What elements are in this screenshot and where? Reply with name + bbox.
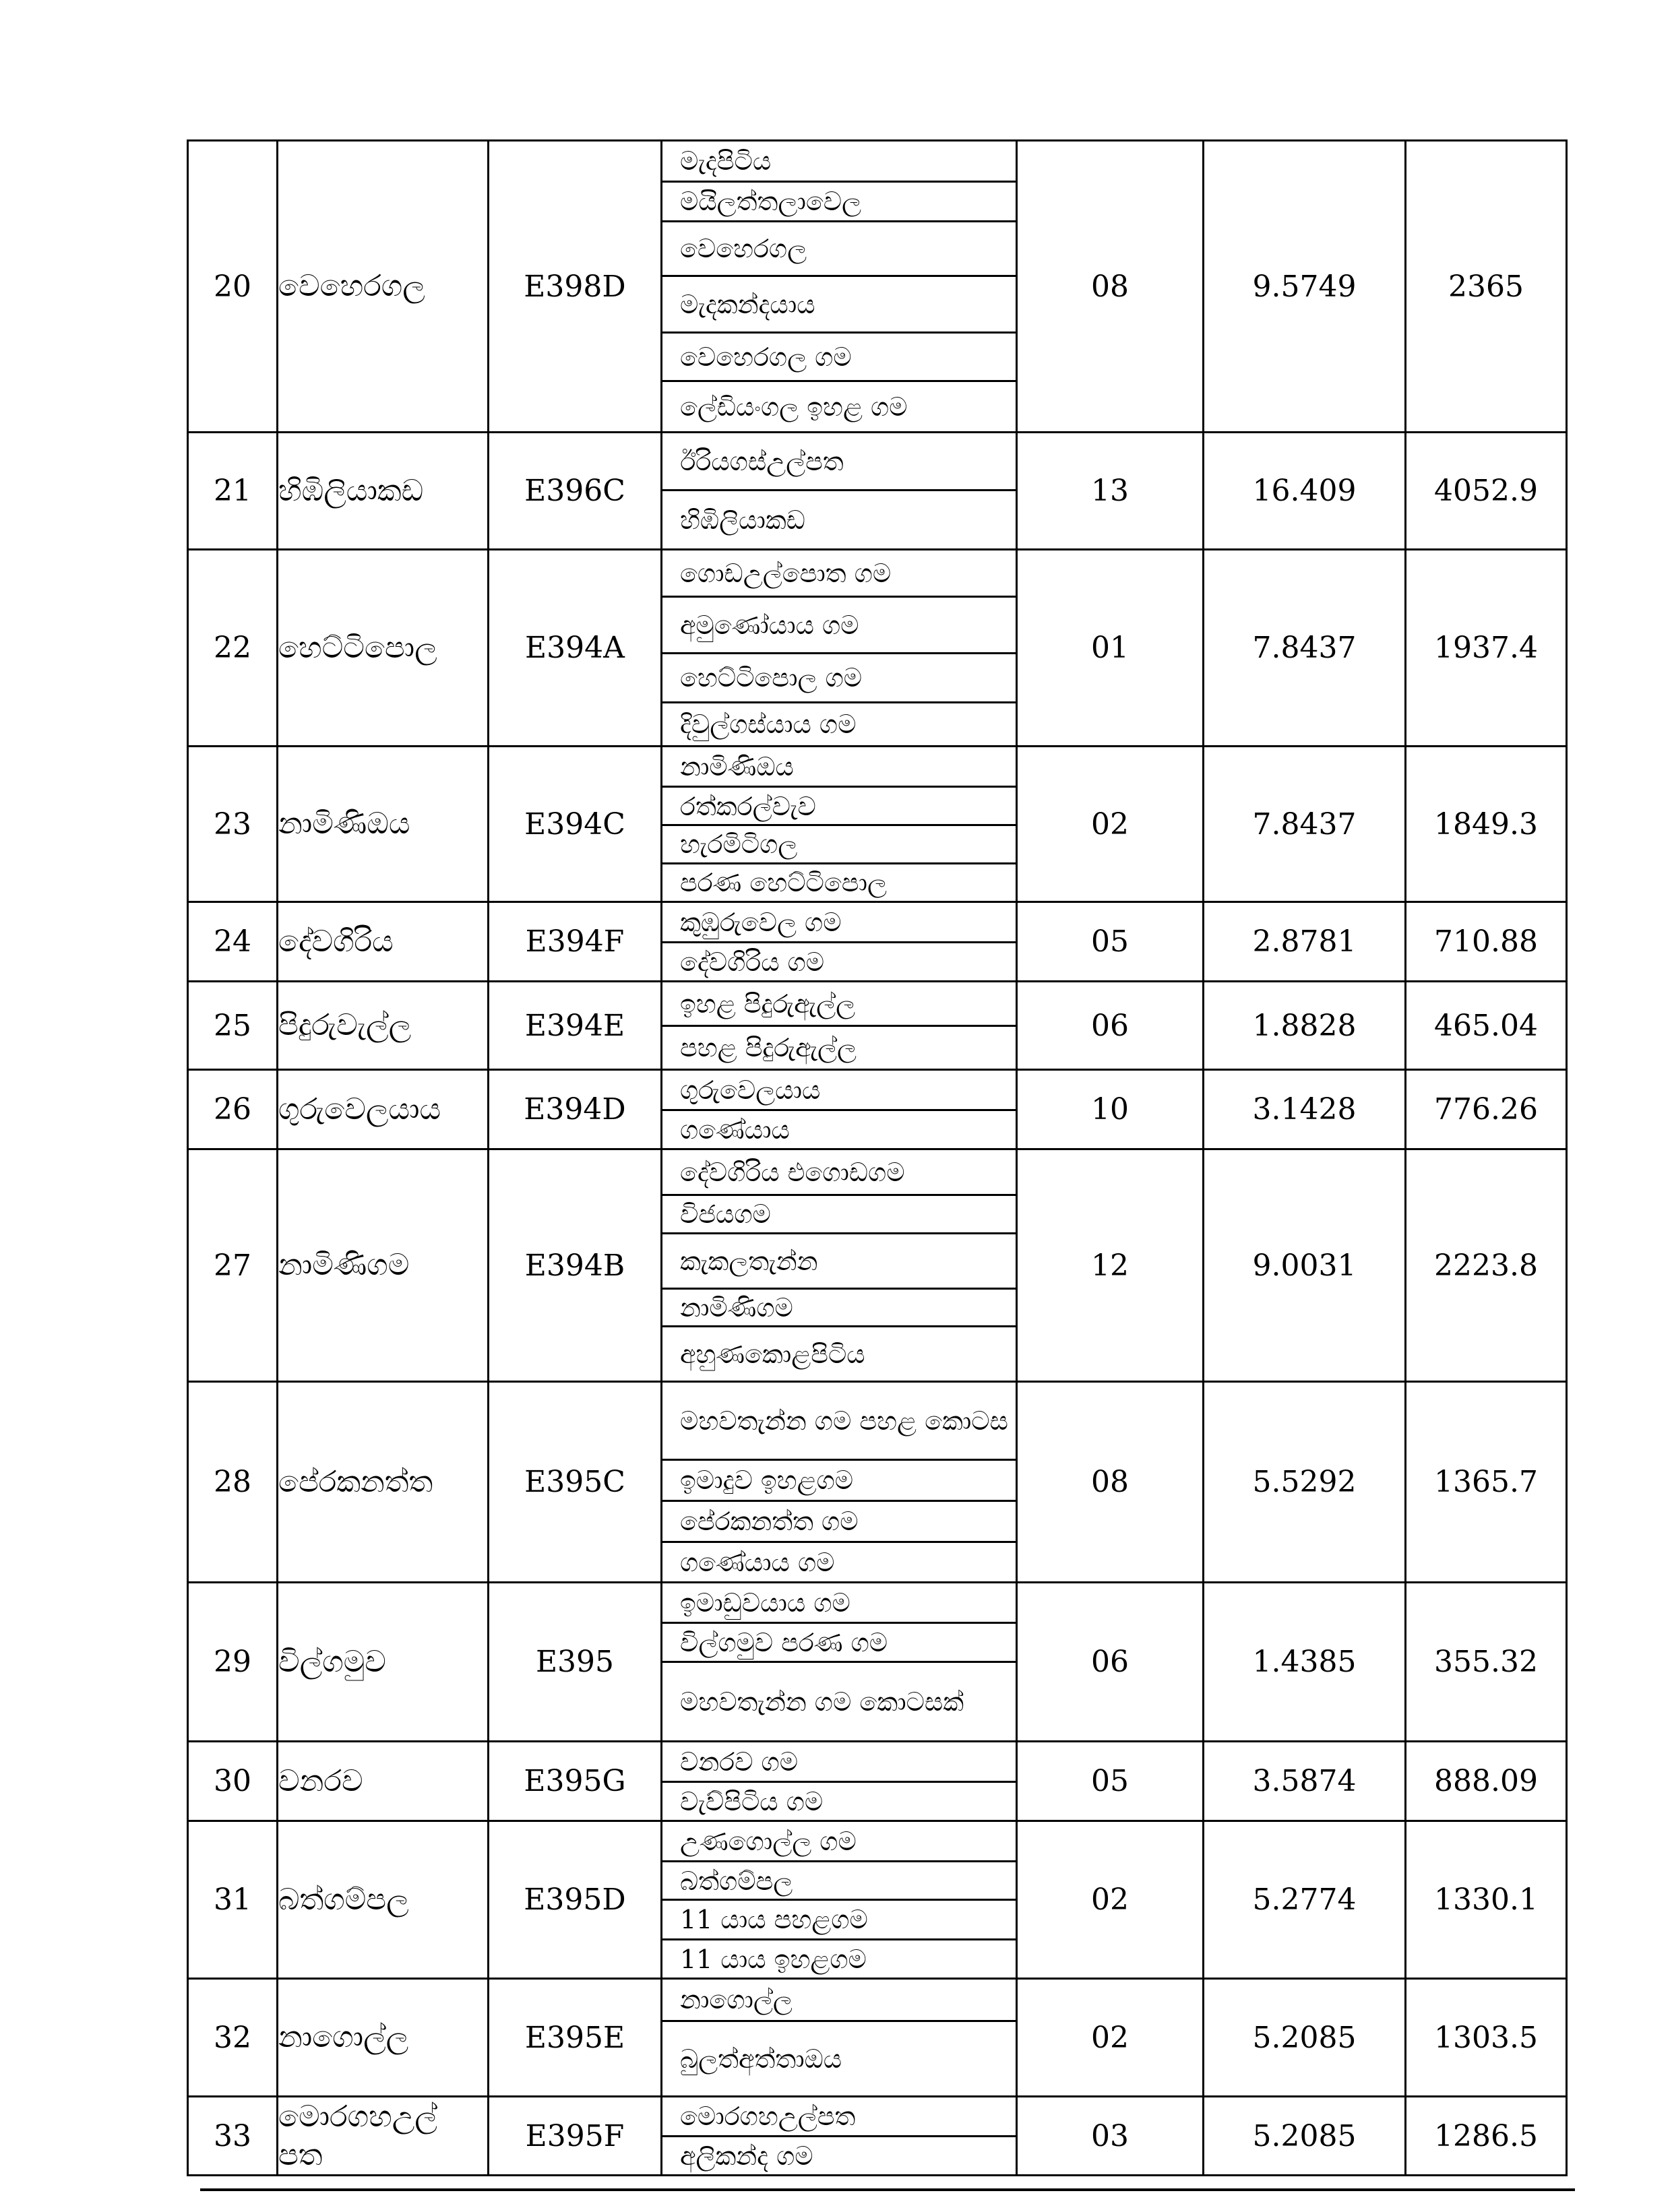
division-name: නාමිණිඔය [278, 747, 489, 902]
division-code: E394F [489, 902, 662, 982]
villages-cell [662, 902, 1017, 982]
row-number: 21 [188, 433, 278, 550]
area-value: 5.2774 [1204, 1821, 1406, 1979]
division-code: E394C [489, 747, 662, 902]
division-name: වනරව [278, 1742, 489, 1821]
village-item: මහවතැන්න ගම පහළ කොටස [680, 1405, 1008, 1436]
division-code: E394E [489, 982, 662, 1070]
population-value: 1330.1 [1406, 1821, 1567, 1979]
area-value: 3.1428 [1204, 1070, 1406, 1149]
table-row [188, 1149, 1567, 1382]
area-value: 2.8781 [1204, 902, 1406, 982]
row-number: 32 [188, 1979, 278, 2097]
area-value: 5.2085 [1204, 1979, 1406, 2097]
village-item: මැදකන්දයාය [662, 275, 1016, 331]
village-item: ඉමාදුව ඉහළගම [662, 1459, 1016, 1500]
village-item: අහුණකොළපිටිය [662, 1325, 1016, 1381]
division-number: 13 [1017, 433, 1204, 550]
village-item: දේවගිරිය එගොඩගම [680, 1157, 905, 1187]
row-number: 22 [188, 550, 278, 747]
division-name: මොරගහඋල් පත [278, 2097, 489, 2176]
row-number: 30 [188, 1742, 278, 1821]
population-value: 776.26 [1406, 1070, 1567, 1149]
table-row [188, 1742, 1567, 1821]
village-item: හැරමිටිගල [662, 824, 1016, 862]
division-number: 06 [1017, 982, 1204, 1070]
villages-cell [662, 1821, 1017, 1979]
division-name: ගුරුවෙලයාය [278, 1070, 489, 1149]
table-row [188, 433, 1567, 550]
row-number: 23 [188, 747, 278, 902]
village-item: නාමිණිගම [662, 1288, 1016, 1325]
village-item: කුඹුරුවෙල ගම [680, 907, 842, 937]
village-item: මහවතැන්න ගම කොටසක් [662, 1661, 1016, 1740]
row-number: 25 [188, 982, 278, 1070]
area-value: 5.2085 [1204, 2097, 1406, 2176]
division-code: E394B [489, 1149, 662, 1382]
population-value: 1303.5 [1406, 1979, 1567, 2097]
population-value: 355.32 [1406, 1583, 1567, 1742]
row-number: 31 [188, 1821, 278, 1979]
division-number: 12 [1017, 1149, 1204, 1382]
village-item: පහළ පිදුරුඇල්ල [662, 1025, 1016, 1069]
population-value: 2223.8 [1406, 1149, 1567, 1382]
village-item: වනරව ගම [680, 1746, 799, 1777]
division-code: E395E [489, 1979, 662, 2097]
village-item: උණගොල්ල ගම [680, 1826, 857, 1856]
area-value: 9.5749 [1204, 141, 1406, 433]
division-name: විල්ගමුව [278, 1583, 489, 1742]
division-name: පිදුරුවැල්ල [278, 982, 489, 1070]
village-item: ගුරුවෙලයාය [680, 1075, 821, 1105]
village-item: අමුණෝයාය ගම [662, 596, 1016, 652]
division-number: 05 [1017, 1742, 1204, 1821]
table-row [188, 1979, 1567, 2097]
division-code: E398D [489, 141, 662, 433]
population-value: 888.09 [1406, 1742, 1567, 1821]
villages-cell [662, 2097, 1017, 2176]
village-item: දිවුල්ගස්යාය ගම [662, 701, 1016, 745]
population-value: 1937.4 [1406, 550, 1567, 747]
villages-cell [662, 1583, 1017, 1742]
division-code: E394D [489, 1070, 662, 1149]
village-item: ගණේයාය [662, 1109, 1016, 1148]
division-number: 03 [1017, 2097, 1204, 2176]
row-number: 28 [188, 1382, 278, 1583]
area-value: 1.8828 [1204, 982, 1406, 1070]
village-item: මොරගහඋල්පත [680, 2102, 856, 2132]
division-code: E395D [489, 1821, 662, 1979]
table-row [188, 2097, 1567, 2176]
division-name: වෙහෙරගල [278, 141, 489, 433]
villages-cell [662, 747, 1017, 902]
village-item: ඉහළ පිදුරුඇල්ල [680, 988, 856, 1019]
area-value: 5.5292 [1204, 1382, 1406, 1583]
table-row [188, 550, 1567, 747]
village-item: 11 යාය ඉහළගම [662, 1938, 1016, 1978]
village-item: මයිලත්තලාවෙල [662, 181, 1016, 221]
row-number: 26 [188, 1070, 278, 1149]
area-value: 9.0031 [1204, 1149, 1406, 1382]
village-item: ඉමාඩුවයාය ගම [680, 1587, 850, 1618]
table-row [188, 982, 1567, 1070]
village-item: 11 යාය පහළගම [662, 1899, 1016, 1938]
village-item: වෙහෙරගල [662, 220, 1016, 274]
population-value: 2365 [1406, 141, 1567, 433]
village-item: වැව්පිටිය ගම [662, 1781, 1016, 1820]
village-item: බත්ගම්පල [662, 1860, 1016, 1899]
division-name: නාමිණිගම [278, 1149, 489, 1382]
village-item: ගොඩඋල්පොත ගම [680, 558, 892, 588]
village-item: විජයගම [662, 1194, 1016, 1232]
division-name: හෙට්ටිපොල [278, 550, 489, 747]
table-row [188, 1070, 1567, 1149]
village-item: හෙට්ටිපොල ගම [662, 652, 1016, 701]
table-row [188, 1382, 1567, 1583]
division-code: E394A [489, 550, 662, 747]
division-number: 06 [1017, 1583, 1204, 1742]
village-item: පේරකනත්ත ගම [662, 1500, 1016, 1540]
villages-cell [662, 1070, 1017, 1149]
village-item: කැකලතැන්න [662, 1232, 1016, 1288]
division-number: 05 [1017, 902, 1204, 982]
area-value: 7.8437 [1204, 747, 1406, 902]
village-item: බුලත්අත්තාඔය [662, 2020, 1016, 2095]
population-value: 1849.3 [1406, 747, 1567, 902]
footer-rule [200, 2188, 1575, 2191]
area-value: 16.409 [1204, 433, 1406, 550]
division-number: 08 [1017, 1382, 1204, 1583]
village-item: නාගොල්ල [680, 1985, 793, 2015]
division-name: නාගොල්ල [278, 1979, 489, 2097]
villages-cell [662, 982, 1017, 1070]
division-code: E395 [489, 1583, 662, 1742]
village-item: ඊරියගස්උල්පත [680, 446, 844, 476]
village-item: දේවගිරිය ගම [662, 941, 1016, 980]
divisions-table [187, 139, 1568, 2176]
village-item: පරණ හෙට්ටිපොල [662, 862, 1016, 901]
village-item: මැදපිටිය [680, 146, 772, 177]
division-number: 02 [1017, 747, 1204, 902]
villages-cell [662, 141, 1017, 433]
village-item: ලේඩියංගල ඉහළ ගම [662, 380, 1016, 431]
population-value: 1365.7 [1406, 1382, 1567, 1583]
population-value: 4052.9 [1406, 433, 1567, 550]
villages-cell [662, 1979, 1017, 2097]
division-code: E395F [489, 2097, 662, 2176]
population-value: 1286.5 [1406, 2097, 1567, 2176]
population-value: 710.88 [1406, 902, 1567, 982]
area-value: 3.5874 [1204, 1742, 1406, 1821]
villages-cell [662, 1382, 1017, 1583]
row-number: 20 [188, 141, 278, 433]
village-item: නාමිණිඔය [680, 751, 794, 782]
area-value: 1.4385 [1204, 1583, 1406, 1742]
row-number: 29 [188, 1583, 278, 1742]
villages-cell [662, 1149, 1017, 1382]
population-value: 465.04 [1406, 982, 1567, 1070]
village-item: රත්කරල්වැව [662, 786, 1016, 824]
villages-cell [662, 433, 1017, 550]
village-item: වෙහෙරගල ගම [662, 331, 1016, 380]
row-number: 27 [188, 1149, 278, 1382]
village-item: හිඹිලියාකඩ [662, 489, 1016, 548]
table-row [188, 141, 1567, 433]
villages-cell [662, 1742, 1017, 1821]
division-number: 08 [1017, 141, 1204, 433]
row-number: 33 [188, 2097, 278, 2176]
table-row [188, 1821, 1567, 1979]
division-code: E396C [489, 433, 662, 550]
division-name: දේවගිරිය [278, 902, 489, 982]
village-item: අලිකන්ද ගම [662, 2135, 1016, 2174]
villages-cell [662, 550, 1017, 747]
division-number: 02 [1017, 1979, 1204, 2097]
division-code: E395C [489, 1382, 662, 1583]
table-row [188, 1583, 1567, 1742]
division-number: 02 [1017, 1821, 1204, 1979]
village-item: ගණේයාය ගම [662, 1541, 1016, 1581]
division-name: බත්ගම්පල [278, 1821, 489, 1979]
division-code: E395G [489, 1742, 662, 1821]
village-item: විල්ගමුව පරණ ගම [662, 1622, 1016, 1660]
division-name: පේරකනත්ත [278, 1382, 489, 1583]
division-number: 01 [1017, 550, 1204, 747]
division-number: 10 [1017, 1070, 1204, 1149]
table-row [188, 902, 1567, 982]
row-number: 24 [188, 902, 278, 982]
table-row [188, 747, 1567, 902]
division-name: හිඹිලියාකඩ [278, 433, 489, 550]
area-value: 7.8437 [1204, 550, 1406, 747]
